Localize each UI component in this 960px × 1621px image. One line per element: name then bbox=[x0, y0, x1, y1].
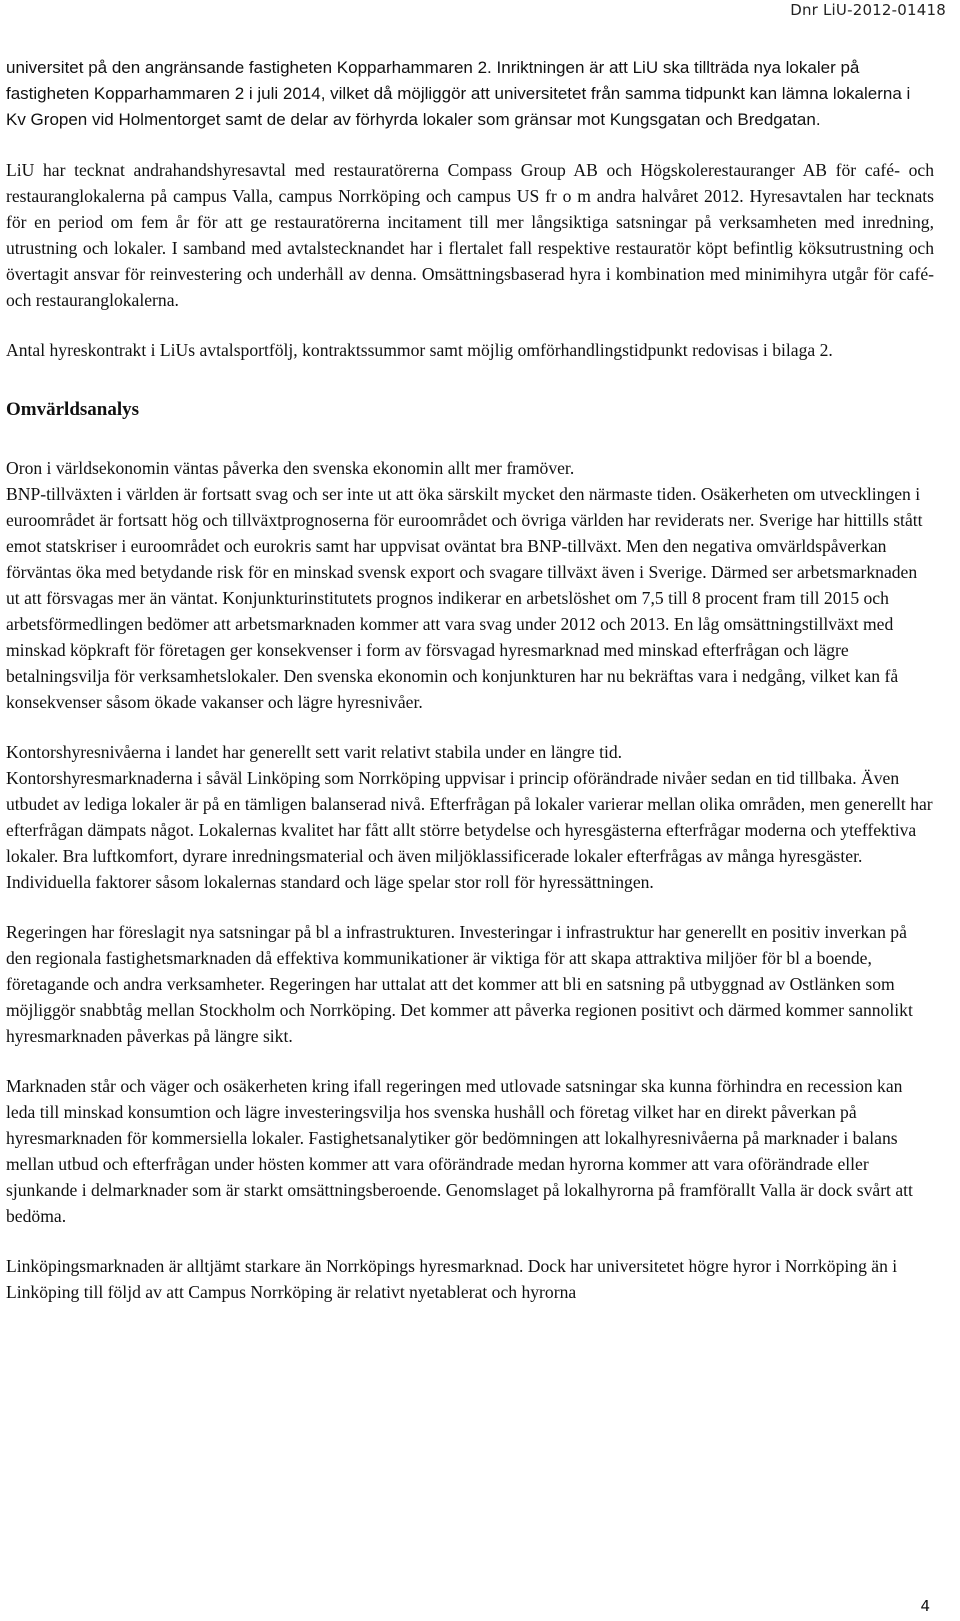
paragraph-restaurant-leases: LiU har tecknat andrahandshyresavtal med restauratörerna Compass Group AB och Högskolerestauranger AB för café- och restauranglokalerna på campus Valla, campus Norrköping och campus US fr o m andra halvåret 2012. Hyresavtalen har tecknats för en period om fem år för att ge restauratörerna incitament till mer långsiktiga satsningar på verksamheten med inredning, utrustning och lokaler. I samband med avtalstecknandet har i flertalet fall respektive restauratör köpt befintlig köksutrustning och övertagit ansvar för reinvestering och underhåll av denna. Omsättningsbaserad hyra i kombination med minimihyra utgår för café- och restauranglokalerna. bbox=[6, 160, 934, 310]
paragraph-kopparhammaren bbox=[6, 55, 934, 133]
paragraph-office-rents-rest: Kontorshyresmarknaderna i såväl Linköping som Norrköping uppvisar i princip oförändrade nivåer sedan en tid tillbaka. Även utbudet av lediga lokaler är på en tämligen balanserad nivå. Efterfrågan på lokaler varierar mellan olika områden, men generellt har efterfrågan dämpats något. Lokalernas kvalitet har fått allt större betydelse och hyresgästerna efterfrågar moderna och yteffektiva lokaler. Bra luftkomfort, dyrare inredningsmaterial och även miljöklassificerade lokaler efterfrågas av många hyresgäster. Individuella faktorer såsom lokalernas standard och läge spelar stor roll för hyressättningen. bbox=[6, 768, 933, 892]
paragraph-office-rents bbox=[6, 739, 934, 895]
section-heading-omvarldsanalys: Omvärldsanalys bbox=[6, 399, 140, 420]
document-reference-number: Dnr LiU-2012-01418 bbox=[790, 1, 946, 19]
paragraph-office-rents-start: Kontorshyresnivåerna i landet har generellt sett varit relativt stabila under en längre tid. bbox=[6, 742, 623, 762]
page-number: 4 bbox=[920, 1597, 930, 1615]
document-body bbox=[6, 55, 934, 1305]
paragraph-kopparhammaren-rest: Inriktningen är att LiU ska tillträda nya lokaler på fastigheten Kopparhammaren 2 i juli 2014, vilket då möjliggör att universitetet från samma tidpunkt kan lämna lokalerna i Kv Gropen vid Holmentorget samt de delar av förhyrda lokaler som gränsar mot Kungsgatan och Bredgatan. bbox=[6, 58, 911, 129]
paragraph-kopparhammaren-start: universitet på den angränsande fastigheten Kopparhammaren 2. bbox=[6, 58, 492, 77]
paragraph-market-uncertainty: Marknaden står och väger och osäkerheten kring ifall regeringen med utlovade satsningar ska kunna förhindra en recession kan leda till minskad konsumtion och lägre investeringsvilja hos svenska hushåll och företag vilket har en direkt påverkan på hyresmarknaden för kommersiella lokaler. Fastighetsanalytiker gör bedömningen att lokalhyresnivåerna på marknader i balans mellan utbud och efterfrågan under hösten kommer att vara oförändrade medan hyrorna kommer att vara oförändrade eller sjunkande i delmarknader som är starkt omsättningsberoende. Genomslaget på lokalhyrorna på framförallt Valla är dock svårt att bedöma. bbox=[6, 1076, 913, 1226]
paragraph-lease-portfolio: Antal hyreskontrakt i LiUs avtalsportfölj, kontraktssummor samt möjlig omförhandlingstidpunkt redovisas i bilaga 2. bbox=[6, 340, 833, 360]
paragraph-linkoping-market: Linköpingsmarknaden är alltjämt starkare än Norrköpings hyresmarknad. Dock har universitetet högre hyror i Norrköping än i Linköping till följd av att Campus Norrköping är relativt nyetablerat och hyrorna bbox=[6, 1256, 898, 1302]
paragraph-infrastructure: Regeringen har föreslagit nya satsningar på bl a infrastrukturen. Investeringar i infrastruktur har generellt en positiv inverkan på den regionala fastighetsmarknaden då effektiva kommunikationer är viktiga för att skapa attraktiva miljöer för bl a boende, företagande och andra verksamheter. Regeringen har uttalat att det kommer att bli en satsning på utbyggnad av Ostlänken som möjliggör snabbtåg mellan Stockholm och Norrköping. Det kommer att påverka regionen positivt och därmed kommer sannolikt hyresmarknaden påverkas på längre sikt. bbox=[6, 922, 913, 1046]
paragraph-world-economy bbox=[6, 455, 934, 715]
paragraph-world-economy-start: Oron i världsekonomin väntas påverka den svenska ekonomin allt mer framöver. bbox=[6, 458, 575, 478]
paragraph-world-economy-rest: BNP-tillväxten i världen är fortsatt svag och ser inte ut att öka särskilt mycket den närmaste tiden. Osäkerheten om utvecklingen i euroområdet är fortsatt hög och tillväxtprognoserna för euroområdet och övriga världen har reviderats ner. Sverige har hittills stått emot statskriser i euroområdet och eurokris samt har uppvisat oväntat bra BNP-tillväxt. Men den negativa omvärldspåverkan förväntas öka med betydande risk för en minskad svensk export och svagare tillväxt även i Sverige. Därmed ser arbetsmarknaden ut att försvagas mer än väntat. Konjunkturinstitutets prognos indikerar en arbetslöshet om 7,5 till 8 procent fram till 2015 och arbetsförmedlingen bedömer att arbetsmarknaden kommer att vara svag under 2012 och 2013. En låg omsättningstillväxt med minskad köpkraft för företagen ger konsekvenser i form av försvagad hyresmarknad med minskad efterfrågan och lägre betalningsvilja för verksamhetslokaler. Den svenska ekonomin och konjunkturen har nu bekräftas vara i nedgång, vilket kan få konsekvenser såsom ökade vakanser och lägre hyresnivåer. bbox=[6, 484, 923, 712]
